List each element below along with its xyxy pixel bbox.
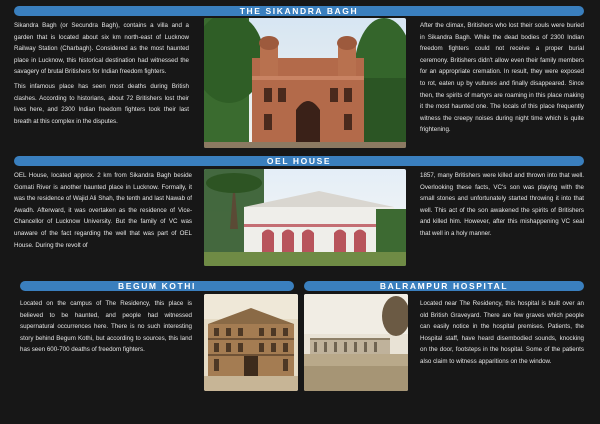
balrampur-hospital-banner <box>304 281 584 291</box>
oel-house-banner <box>14 156 584 166</box>
begum-kothi-para: Located on the campus of The Residency, this place is believed to be haunted, and people had witnessed supernatural occurrences here. There is no such interesting story behind Begum Kothi, but according to sources, this land has seen 600-700 deaths of freedom fighters. <box>20 300 192 354</box>
balrampur-hospital-photo <box>304 294 408 391</box>
sikandra-bagh-photo <box>204 18 406 148</box>
oel-left-para: OEL House, located approx. 2 km from Sikandra Bagh beside Gomati River is another haunted place in Lucknow. Formally, it was the residence of Wajid Ali Shah, the tenth and last Nawab of Awadh. Afterward, it was overtaken as the residence of Vice-Chancellor of Lucknow University. But the family of VC was unaware of the fact regarding the well that was part of OEL House. During the revolt of <box>14 172 192 249</box>
balrampur-hospital-title: BALRAMPUR HOSPITAL <box>379 281 509 291</box>
oel-left-text <box>14 170 192 251</box>
sikandra-bagh-banner <box>14 6 584 16</box>
sikandra-left-para-1: Sikandra Bagh (or Secundra Bagh), contains a villa and a garden that is located about six km north-east of Lucknow Railway Station (Charbagh). Considered as the most haunted place in Lucknow, this historical destination had witnessed the savagery of brutal Britishers for Indian freedom fighters. <box>14 22 189 76</box>
sikandra-left-text <box>14 20 189 127</box>
oel-right-para: 1857, many Britishers were killed and thrown into that well. Overlooking these facts, VC's son was playing with the small stones and unfortunately started throwing it into that well. This act of the son awakened the spirits of Britishers and killed him. However, after this mishappening VC seal that well in a holy manner. <box>420 172 584 237</box>
oel-house-title: OEL HOUSE <box>266 156 332 166</box>
sikandra-bagh-title: THE SIKANDRA BAGH <box>239 6 359 16</box>
begum-kothi-text <box>20 298 192 356</box>
begum-kothi-photo <box>204 294 298 391</box>
oel-right-text <box>420 170 584 240</box>
sikandra-left-para-2: This infamous place has seen most deaths during British clashes. According to historians, about 72 Britishers lost their lives here, and 2300 Indian freedom fighters took their last breath at this complex in the disputes. <box>14 82 189 125</box>
balrampur-hospital-para: Located near The Residency, this hospital is built over an old British Graveyard. There are few graves which people can easily notice in the hospital premises. Patients, the Hospital staff, have heard disembodied sounds, knocking on the door, footsteps in the hospital. Some of the patients also claim to witness apparitions on the window. <box>420 300 584 365</box>
sikandra-right-para: After the climax, Britishers who lost their souls were buried in Sikandra Bagh. While the dead bodies of 2300 Indian freedom fighters could not receive a proper burial ceremony. Britishers didn't allow even their family members for an appropriate cremation. In result, they were exposed to rot, eaten up by vultures and finally disappeared. Since then, the spirits of martyrs are roaming in this place making it the most haunted one. The locals of this place frequently witness the creepy noises during night time which is quite frightening. <box>420 22 584 134</box>
begum-kothi-title: BEGUM KOTHI <box>117 281 197 291</box>
sikandra-right-text <box>420 20 584 136</box>
balrampur-hospital-text <box>420 298 584 368</box>
oel-house-photo <box>204 169 406 266</box>
begum-kothi-banner <box>20 281 294 291</box>
